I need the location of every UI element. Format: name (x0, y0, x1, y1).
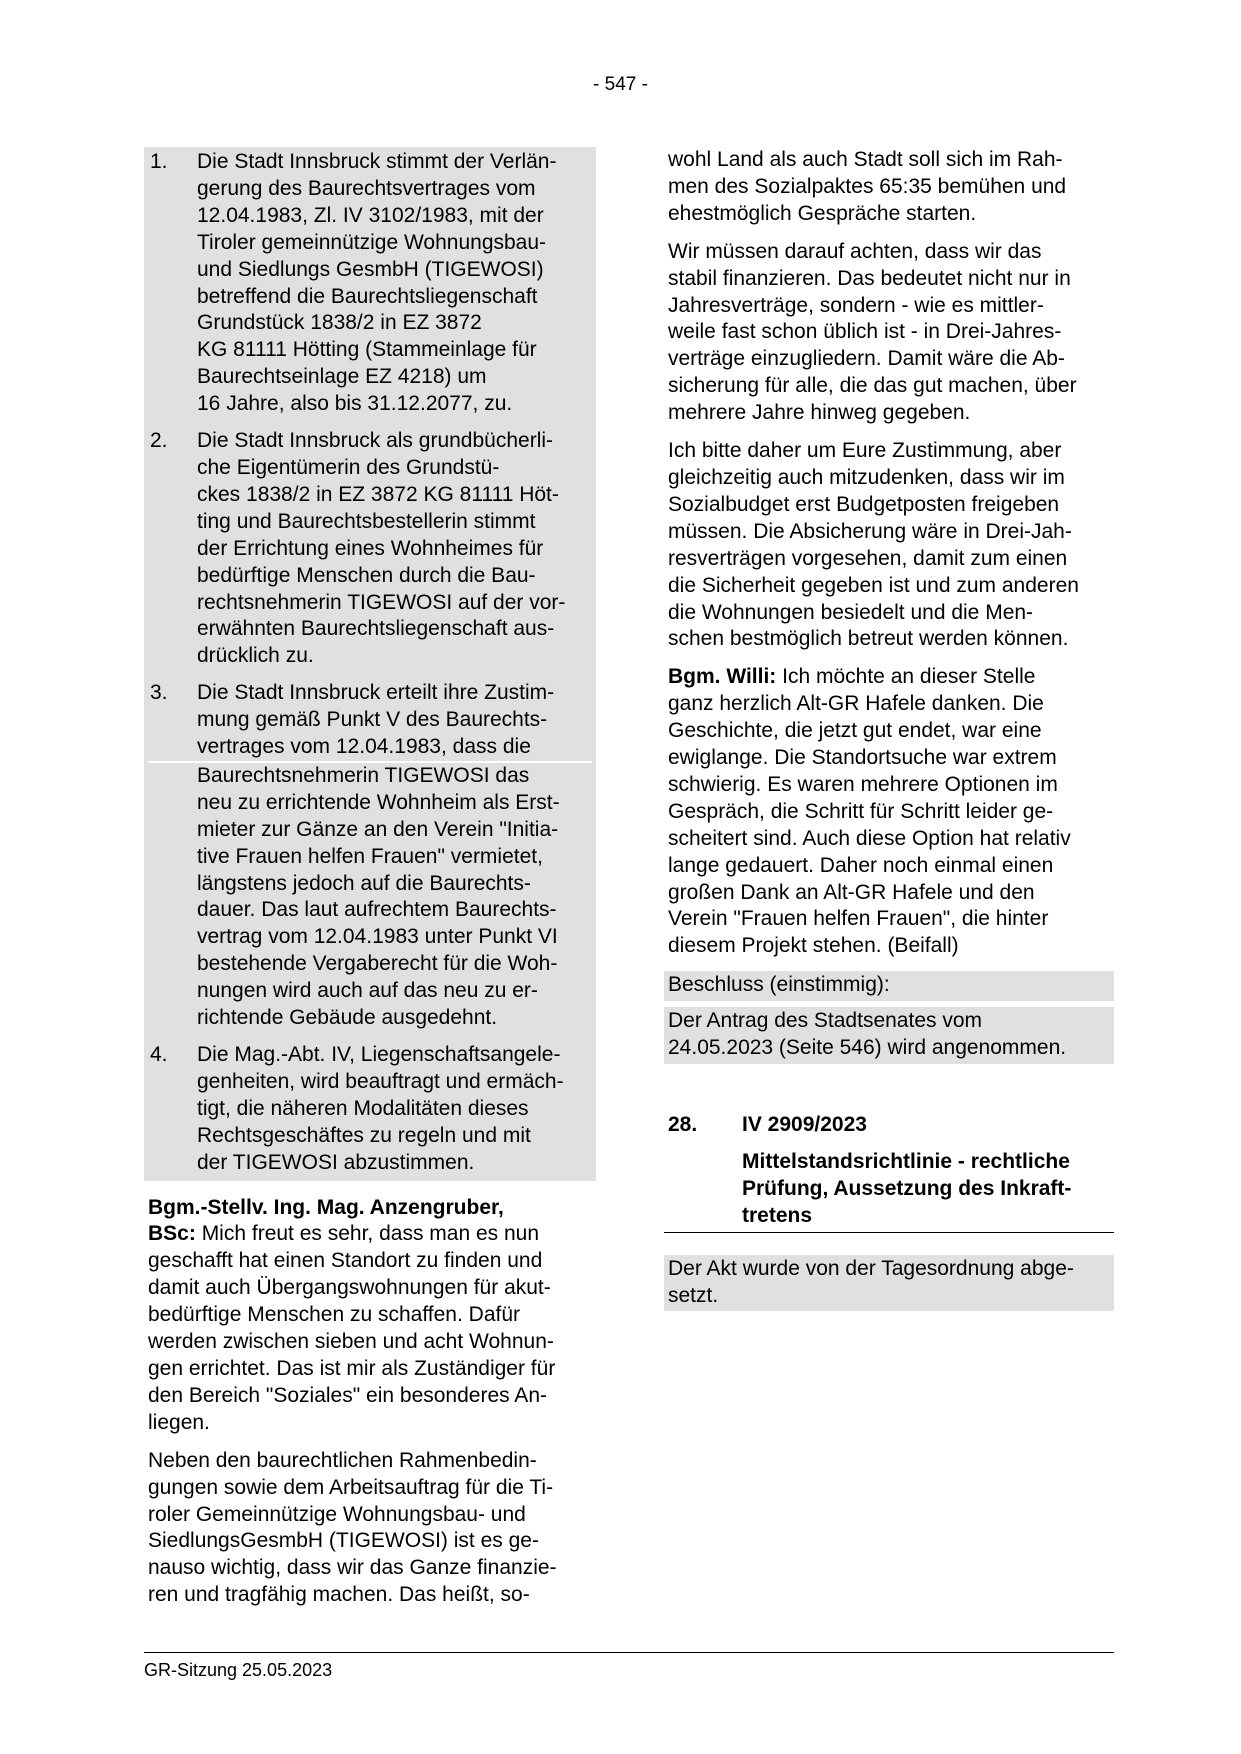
motion-number: 2. (150, 429, 168, 453)
text-line: Mich freut es sehr, dass man es nun (195, 1222, 540, 1246)
motion-text (197, 149, 592, 418)
text-line: nungen wird auch auf das neu zu er- (197, 979, 538, 1003)
text-line: ehestmöglich Gespräche starten. (668, 201, 977, 225)
motion-text (197, 428, 592, 670)
text-line: vertrages vom 12.04.1983, dass die (197, 735, 531, 759)
motion-item-3-continued (148, 761, 592, 1032)
resolution-text (664, 1007, 1114, 1064)
text-line: Gespräch, die Schritt für Schritt leider ge- (668, 799, 1054, 823)
text-line: gleichzeitig auch mitzudenken, dass wir im (668, 465, 1065, 489)
speech-paragraph (664, 147, 1114, 228)
text-line: gungen sowie dem Arbeitsauftrag für die Ti- (148, 1475, 554, 1499)
text-line: weile fast schon üblich ist - in Drei-Jahres- (668, 320, 1062, 344)
text-line: die Wohnungen besiedelt und die Men- (668, 600, 1034, 624)
text-line: sicherung für alle, die das gut machen, über (668, 374, 1077, 398)
text-line: Wir müssen darauf achten, dass wir das (668, 239, 1042, 263)
motion-list (144, 147, 596, 1181)
text-line: resverträgen vorgesehen, damit zum einen (668, 546, 1068, 570)
right-column (664, 147, 1114, 1317)
text-line: betreffend die Baurechtsliegenschaft (197, 284, 538, 308)
text-line: scheitert sind. Auch diese Option hat relativ (668, 826, 1071, 850)
text-line: mung gemäß Punkt V des Baurechts- (197, 708, 548, 732)
speaker-name: Bgm. Willi: (668, 665, 777, 689)
motion-number (148, 763, 197, 1032)
motion-item-3 (148, 680, 592, 761)
text-line: liegen. (148, 1410, 210, 1434)
text-line: che Eigentümerin des Grundstü- (197, 455, 500, 479)
agenda-header (664, 1112, 1114, 1139)
resolution-label: Beschluss (einstimmig): (664, 971, 1114, 1001)
speech-paragraph (664, 239, 1114, 427)
divider (664, 1232, 1114, 1233)
left-column (144, 147, 596, 1620)
text-line: tretens (742, 1203, 813, 1227)
text-line: gen errichtet. Das ist mir als Zuständiger für (148, 1356, 556, 1380)
agenda-subject (742, 1149, 1114, 1232)
text-line: bedürftige Menschen zu schaffen. Dafür (148, 1303, 521, 1327)
text-line: werden zwischen sieben und acht Wohnun- (148, 1330, 554, 1354)
text-line: 24.05.2023 (Seite 546) wird angenommen. (668, 1036, 1067, 1060)
text-line: diesem Projekt stehen. (Beifall) (668, 934, 959, 958)
text-line: dauer. Das laut aufrechtem Baurechts- (197, 898, 557, 922)
text-line: Die Stadt Innsbruck stimmt der Verlän- (197, 150, 557, 173)
motion-text (197, 680, 592, 761)
speech-paragraph (664, 438, 1114, 653)
text-line: längstens jedoch auf die Baurechts- (197, 871, 531, 895)
agenda-note (664, 1255, 1114, 1312)
speech-anzengruber (144, 1195, 596, 1437)
text-line: nauso wichtig, dass wir das Ganze finanzie- (148, 1556, 557, 1580)
footer: GR-Sitzung 25.05.2023 (144, 1652, 1114, 1681)
text-line: tive Frauen helfen Frauen" vermietet, (197, 844, 543, 868)
text-line: schwierig. Es waren mehrere Optionen im (668, 772, 1058, 796)
text-line: Baurechtsnehmerin TIGEWOSI das (197, 763, 530, 787)
text-line: Grundstück 1838/2 in EZ 3872 (197, 311, 482, 335)
text-line: Sozialbudget erst Budgetposten freigeben (668, 492, 1060, 516)
text-line: Ich möchte an dieser Stelle (776, 665, 1036, 689)
text-line: tigt, die näheren Modalitäten dieses (197, 1096, 529, 1120)
text-line: Jahresverträge, sondern - wie es mittler- (668, 293, 1044, 317)
text-line: Prüfung, Aussetzung des Inkraft- (742, 1176, 1072, 1200)
text-line: Die Stadt Innsbruck als grundbücherli- (197, 429, 554, 453)
text-line: ewiglange. Die Standortsuche war extrem (668, 746, 1057, 770)
text-line: und Siedlungs GesmbH (TIGEWOSI) (197, 257, 544, 281)
text-line: Die Stadt Innsbruck erteilt ihre Zustim- (197, 681, 555, 705)
text-line: müssen. Die Absicherung wäre in Drei-Jah- (668, 519, 1072, 543)
text-line: bedürftige Menschen durch die Bau- (197, 563, 536, 587)
agenda-number: 28. (668, 1113, 698, 1136)
text-line: setzt. (668, 1283, 719, 1307)
text-line: Neben den baurechtlichen Rahmenbedin- (148, 1448, 537, 1472)
text-line: damit auch Übergangswohnungen für akut- (148, 1276, 551, 1300)
motion-item-4 (148, 1042, 592, 1177)
speech-willi (664, 664, 1114, 960)
text-line: der TIGEWOSI abzustimmen. (197, 1150, 475, 1174)
text-line: Geschichte, die jetzt gut endet, war eine (668, 719, 1042, 743)
text-line: Mittelstandsrichtlinie - rechtliche (742, 1149, 1070, 1173)
text-line: mehrere Jahre hinweg gegeben. (668, 401, 971, 425)
page-number: - 547 - (593, 74, 648, 95)
text-line: Der Antrag des Stadtsenates vom (668, 1009, 983, 1033)
text-line: 16 Jahre, also bis 31.12.2077, zu. (197, 392, 513, 416)
text-line: lange gedauert. Daher noch einmal einen (668, 853, 1054, 877)
text-line: den Bereich "Soziales" ein besonderes An- (148, 1383, 547, 1407)
text-line: Tiroler gemeinnützige Wohnungsbau- (197, 230, 547, 254)
text-line: men des Sozialpaktes 65:35 bemühen und (668, 174, 1067, 198)
speaker-name: Bgm.-Stellv. Ing. Mag. Anzengruber, BSc: (148, 1195, 504, 1246)
text-line: Ich bitte daher um Eure Zustimmung, aber (668, 439, 1062, 463)
text-line: großen Dank an Alt-GR Hafele und den (668, 880, 1035, 904)
text-line: rechtsnehmerin TIGEWOSI auf der vor- (197, 590, 566, 614)
text-line: mieter zur Gänze an den Verein "Initia- (197, 817, 559, 841)
text-line: SiedlungsGesmbH (TIGEWOSI) ist es ge- (148, 1529, 539, 1553)
text-line: geschafft hat einen Standort zu finden und (148, 1249, 543, 1273)
agenda-reference: IV 2909/2023 (742, 1113, 867, 1136)
speech-paragraph (144, 1448, 596, 1609)
motion-text (197, 763, 592, 1032)
text-line: roler Gemeinnützige Wohnungsbau- und (148, 1502, 526, 1526)
text-line: Verein "Frauen helfen Frauen", die hinter (668, 907, 1049, 931)
text-line: wohl Land als auch Stadt soll sich im Rah- (668, 148, 1063, 171)
motion-number: 4. (150, 1043, 168, 1066)
text-line: stabil finanzieren. Das bedeutet nicht nur in (668, 266, 1071, 290)
text-line: KG 81111 Hötting (Stammeinlage für (197, 338, 537, 362)
text-line: ganz herzlich Alt-GR Hafele danken. Die (668, 692, 1044, 716)
text-line: der Errichtung eines Wohnheimes für (197, 536, 544, 560)
text-line: ckes 1838/2 in EZ 3872 KG 81111 Höt- (197, 482, 559, 506)
text-line: schen bestmöglich betreut werden können. (668, 627, 1069, 651)
text-line: drücklich zu. (197, 644, 314, 668)
text-line: die Sicherheit gegeben ist und zum anderen (668, 573, 1079, 597)
text-line: neu zu errichtende Wohnheim als Erst- (197, 790, 560, 814)
text-line: ting und Baurechtsbestellerin stimmt (197, 509, 536, 533)
text-line: bestehende Vergaberecht für die Woh- (197, 952, 558, 976)
motion-number: 1. (150, 150, 168, 173)
motion-text (197, 1042, 592, 1177)
text-line: vertrag vom 12.04.1983 unter Punkt VI (197, 925, 558, 949)
text-line: Die Mag.-Abt. IV, Liegenschaftsangele- (197, 1043, 561, 1066)
motion-item-2 (148, 428, 592, 670)
text-line: verträge einzugliedern. Damit wäre die Ab- (668, 347, 1065, 371)
text-line: Der Akt wurde von der Tagesordnung abge- (668, 1256, 1074, 1280)
agenda-item (664, 1112, 1114, 1233)
text-line: erwähnten Baurechtsliegenschaft aus- (197, 617, 555, 641)
text-line: Rechtsgeschäftes zu regeln und mit (197, 1123, 531, 1147)
text-line: 12.04.1983, Zl. IV 3102/1983, mit der (197, 203, 544, 227)
text-line: Baurechtseinlage EZ 4218) um (197, 365, 487, 389)
motion-item-1 (148, 149, 592, 418)
motion-number: 3. (150, 681, 168, 705)
text-line: genheiten, wird beauftragt und ermäch- (197, 1069, 564, 1093)
text-line: gerung des Baurechtsvertrages vom (197, 176, 536, 200)
text-line: richtende Gebäude ausgedehnt. (197, 1006, 498, 1030)
text-line: ren und tragfähig machen. Das heißt, so- (148, 1583, 530, 1607)
